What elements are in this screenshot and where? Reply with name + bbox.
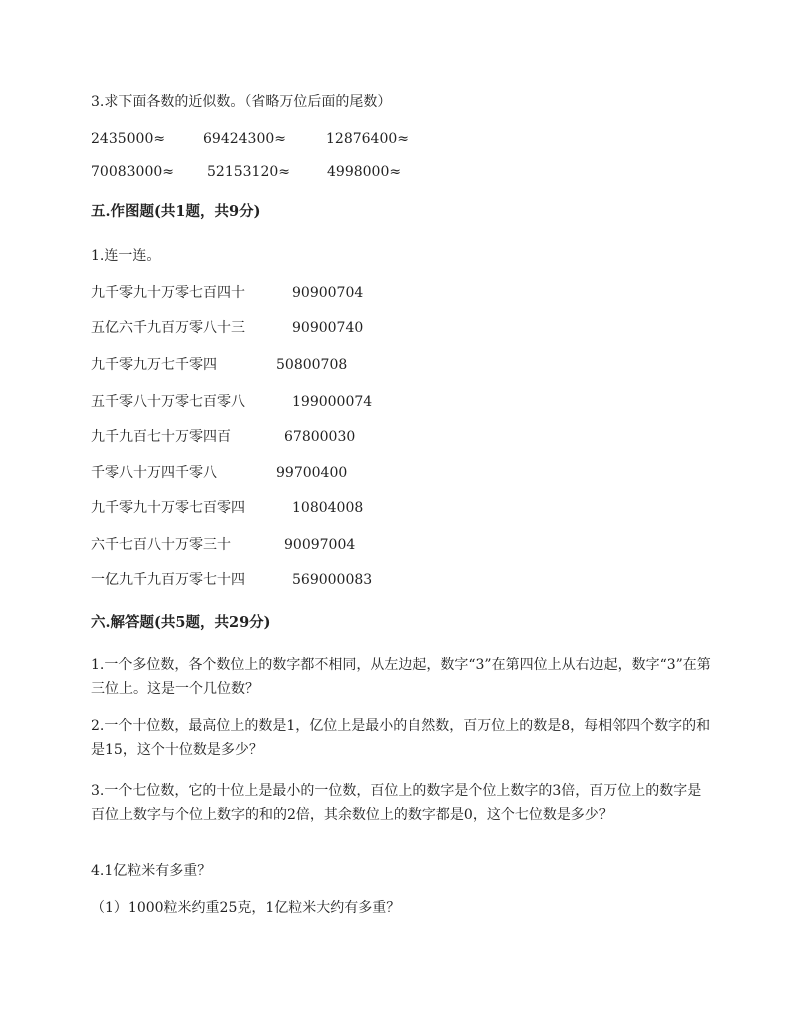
match-right-item: 99700400	[276, 465, 348, 481]
question-6-4-text: 4.1亿粒米有多重？	[91, 863, 212, 879]
question-6-3-text: 3.一个七位数，它的十位上是最小的一位数，百位上的数字是个位上数字的3倍，百万位上的数字是百位上数字与个位上数字的和的2倍，其余数位上的数字都是0，这个七位数是多少？	[91, 783, 702, 823]
match-left-item: 九千零九万七千零四	[91, 357, 217, 373]
match-left-item: 一亿九千九百万零七十四	[91, 572, 245, 588]
match-left-item: 九千九百七十万零四百	[91, 429, 231, 445]
match-left-item: 九千零九十万零七百零四	[91, 500, 245, 516]
approx-item: 69424300≈	[203, 131, 286, 147]
question-3-text: 3.求下面各数的近似数。（省略万位后面的尾数）	[91, 94, 392, 110]
match-right-item: 90097004	[284, 537, 356, 553]
match-right-item: 199000074	[292, 394, 373, 410]
section-5-heading: 五.作图题(共1题，共9分)	[91, 203, 261, 220]
match-right-item: 569000083	[292, 572, 373, 588]
question-6-4-sub-1-text: （1）1000粒米约重25克，1亿粒米大约有多重？	[91, 900, 401, 916]
question-6-2-text: 2.一个十位数，最高位上的数是1，亿位上是最小的自然数，百万位上的数是8，每相邻四个数字的和是15，这个十位数是多少？	[91, 718, 711, 758]
approx-item: 12876400≈	[326, 131, 409, 147]
section-6-heading: 六.解答题(共5题，共29分)	[91, 614, 271, 631]
match-left-item: 九千零九十万零七百四十	[91, 285, 245, 301]
question-5-1-text: 1.连一连。	[91, 248, 161, 264]
match-right-item: 90900740	[292, 320, 364, 336]
match-right-item: 10804008	[292, 500, 364, 516]
match-left-item: 五千零八十万零七百零八	[91, 394, 245, 410]
approx-item: 70083000≈	[91, 164, 174, 180]
match-left-item: 五亿六千九百万零八十三	[91, 320, 245, 336]
match-right-item: 50800708	[276, 357, 348, 373]
approx-item: 4998000≈	[327, 164, 402, 180]
question-6-1-text: 1.一个多位数，各个数位上的数字都不相同，从左边起，数字“3”在第四位上从右边起，数字“3”在第三位上。这是一个几位数？	[91, 657, 711, 697]
match-left-item: 六千七百八十万零三十	[91, 537, 231, 553]
match-left-item: 千零八十万四千零八	[91, 465, 217, 481]
match-right-item: 90900704	[292, 285, 364, 301]
approx-item: 2435000≈	[91, 131, 166, 147]
approx-item: 52153120≈	[207, 164, 290, 180]
match-right-item: 67800030	[284, 429, 356, 445]
